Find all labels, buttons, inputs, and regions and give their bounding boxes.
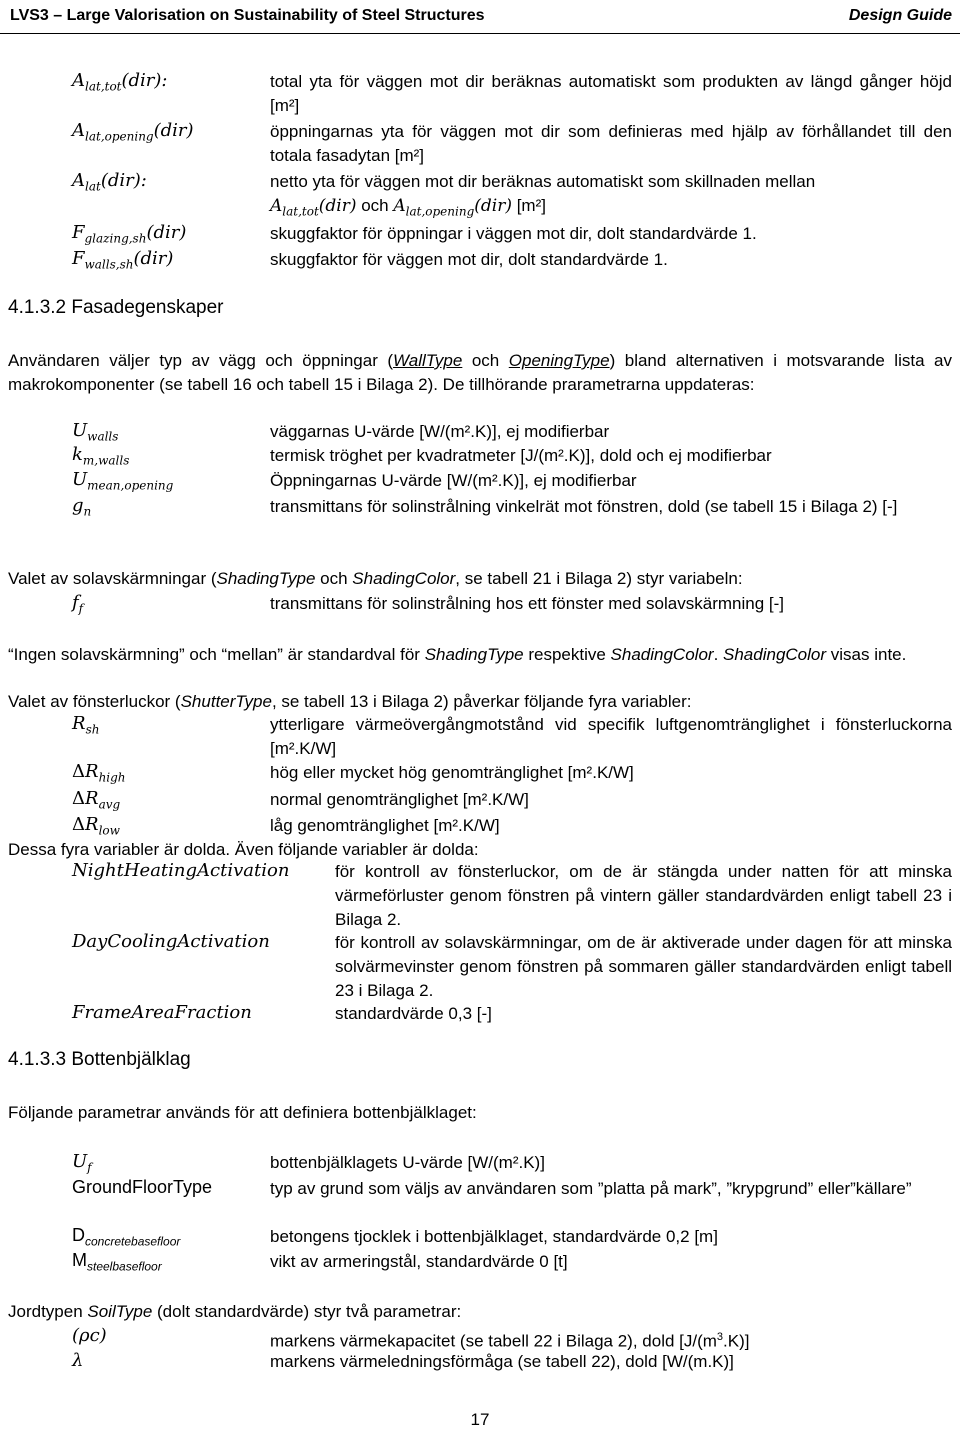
- definition-text: skuggfaktor för öppningar i väggen mot dir, dolt standardvärde 1.: [270, 224, 757, 243]
- symbol: NightHeatingActivation: [72, 860, 290, 881]
- symbol: $\Delta R_{low}$: [72, 814, 120, 838]
- symbol: FrameAreaFraction: [72, 1002, 252, 1023]
- definition-text: termisk tröghet per kvadratmeter [J/(m².K)], dold och ej modifierbar: [270, 446, 772, 465]
- definition-text: typ av grund som väljs av användaren som ”platta på mark”, ”krypgrund” eller”källare”: [270, 1179, 912, 1198]
- symbol: $f_f$: [72, 592, 84, 616]
- definition-text: ytterligare värmeövergångmotstånd vid specifik luftgenomtränglighet i fönsterluckorna [m².K/W]: [270, 715, 952, 758]
- definition-text: standardvärde 0,3 [-]: [335, 1004, 492, 1023]
- symbol: $A_{lat,tot}(dir)$:: [72, 70, 168, 94]
- symbol: DayCoolingActivation: [72, 931, 270, 952]
- symbol: $k_{m,walls}$: [72, 444, 130, 468]
- paragraph: Följande parametrar används för att definiera bottenbjälklaget:: [8, 1103, 477, 1122]
- header-title: LVS3 – Large Valorisation on Sustainability of Steel Structures: [10, 7, 485, 24]
- definition-text: hög eller mycket hög genomtränglighet [m².K/W]: [270, 763, 634, 782]
- definition-text: vikt av armeringstål, standardvärde 0 [t]: [270, 1252, 568, 1271]
- definition-text: bottenbjälklagets U-värde [W/(m².K)]: [270, 1153, 545, 1172]
- symbol: $F_{glazing,sh}(dir)$: [72, 222, 187, 246]
- definition-text: öppningarnas yta för väggen mot dir som definieras med hjälp av förhållandet till den totala fasadytan [m²]: [270, 122, 952, 165]
- page-header: [0, 0, 960, 34]
- symbol: $M_{steelbasefloor}$: [72, 1250, 162, 1274]
- definition-text: betongens tjocklek i bottenbjälklaget, standardvärde 0,2 [m]: [270, 1227, 718, 1246]
- section-heading: 4.1.3.3 Bottenbjälklag: [8, 1049, 191, 1070]
- definition-text: skuggfaktor för väggen mot dir, dolt standardvärde 1.: [270, 250, 668, 269]
- symbol: $A_{lat,opening}(dir)$: [72, 120, 194, 144]
- symbol: $U_{mean,opening}$: [72, 469, 174, 493]
- section-heading: 4.1.3.2 Fasadegenskaper: [8, 297, 224, 318]
- symbol: $R_{sh}$: [72, 713, 100, 737]
- paragraph: Valet av fönsterluckor (ShutterType, se tabell 13 i Bilaga 2) påverkar följande fyra variabler:: [8, 692, 692, 711]
- symbol: $U_f$: [72, 1151, 92, 1175]
- symbol: $D_{concretebasefloor}$: [72, 1225, 181, 1249]
- definition-text: för kontroll av solavskärmningar, om de är aktiverade under dagen för att minska solvärmevinster genom fönstren på sommaren gäller standardvärden enligt tabell 23 i Bilaga 2.: [335, 933, 952, 1000]
- paragraph: Användaren väljer typ av vägg och öppningar (WallType och OpeningType) bland alternativen i motsvarande lista av makrokomponenter (se tabell 16 och tabell 15 i Bilaga 2). De tillhörande prarametrarna uppdateras:: [8, 351, 952, 394]
- symbol: λ: [72, 1350, 84, 1371]
- paragraph: Jordtypen SoilType (dolt standardvärde) styr två parametrar:: [8, 1302, 462, 1321]
- definition-text: netto yta för väggen mot dir beräknas automatiskt som skillnaden mellan $A_{lat,tot}(dir)$ och $A_{lat,opening}(dir)$ [m²]: [270, 172, 816, 219]
- definition-text: transmittans för solinstrålning hos ett fönster med solavskärmning [-]: [270, 594, 784, 613]
- header-doc-type: Design Guide: [848, 7, 952, 24]
- symbol: $\Delta R_{high}$: [72, 761, 126, 785]
- definition-text: normal genomtränglighet [m².K/W]: [270, 790, 529, 809]
- definition-text: transmittans för solinstrålning vinkelrät mot fönstren, dold (se tabell 15 i Bilaga 2) [-]: [270, 497, 898, 516]
- page-number: 17: [470, 1410, 490, 1429]
- paragraph: Dessa fyra variabler är dolda. Även följande variabler är dolda:: [8, 840, 479, 859]
- paragraph: “Ingen solavskärmning” och “mellan” är standardval för ShadingType respektive ShadingColor. ShadingColor visas inte.: [8, 645, 907, 664]
- symbol: $U_{walls}$: [72, 420, 119, 444]
- symbol: GroundFloorType: [72, 1177, 213, 1197]
- paragraph: Valet av solavskärmningar (ShadingType och ShadingColor, se tabell 21 i Bilaga 2) styr variabeln:: [8, 569, 743, 588]
- definition-text: total yta för väggen mot dir beräknas automatiskt som produkten av längd gånger höjd [m²]: [270, 72, 952, 115]
- definition-text: markens värmeledningsförmåga (se tabell 22), dold [W/(m.K)]: [270, 1352, 734, 1371]
- symbol: $\Delta R_{avg}$: [72, 788, 121, 812]
- definition-text: Öppningarnas U-värde [W/(m².K)], ej modifierbar: [270, 471, 637, 490]
- definition-text: låg genomtränglighet [m².K/W]: [270, 816, 500, 835]
- definition-text: markens värmekapacitet (se tabell 22 i Bilaga 2), dold $[J/(m^3.K)]$: [270, 1331, 750, 1351]
- symbol: (ρc): [72, 1325, 107, 1346]
- symbol: $A_{lat}(dir)$:: [72, 170, 147, 194]
- definition-text: för kontroll av fönsterluckor, om de är stängda under natten för att minska värmeförluster genom fönstren på vintern gäller standardvärden enligt tabell 23 i Bilaga 2.: [335, 862, 952, 929]
- definition-text: väggarnas U-värde [W/(m².K)], ej modifierbar: [270, 422, 610, 441]
- symbol: $F_{walls,sh}(dir)$: [72, 248, 174, 272]
- symbol: $g_n$: [72, 495, 92, 519]
